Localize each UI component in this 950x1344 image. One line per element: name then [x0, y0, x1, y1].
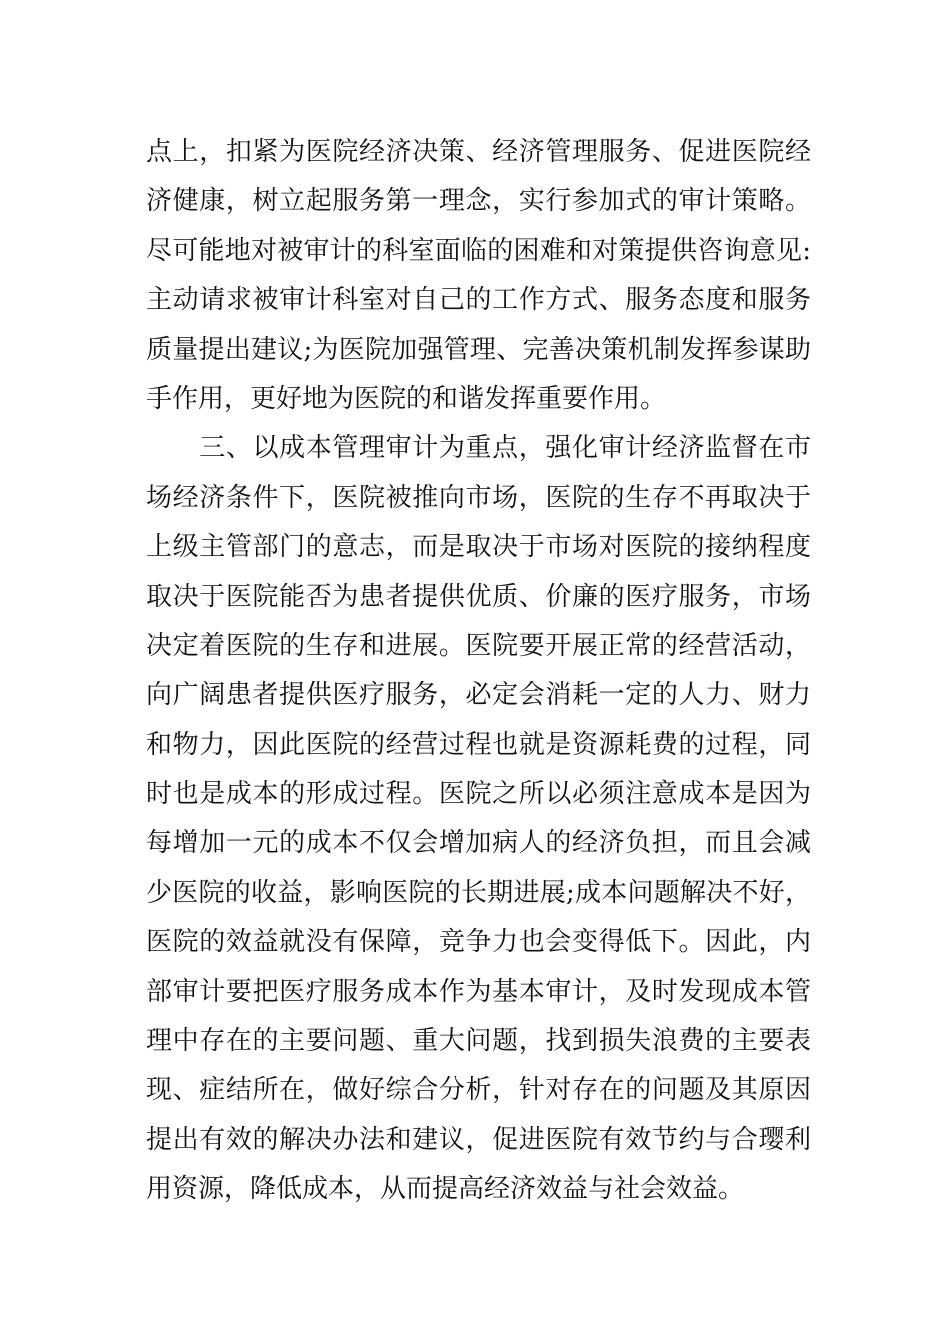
text-line: 主动请求被审计科室对自己的工作方式、服务态度和服务 — [146, 285, 811, 316]
text-line: 少医院的收益，影响医院的长期进展;成本问题解决不好， — [146, 877, 811, 908]
text-line: 场经济条件下，医院被推向市场，医院的生存不再取决于 — [146, 482, 811, 513]
text-line: 向广阔患者提供医疗服务，必定会消耗一定的人力、财力 — [146, 680, 811, 711]
body-text — [146, 128, 811, 1215]
text-line: 手作用，更好地为医院的和谐发挥重要作用。 — [146, 383, 667, 414]
text-line: 用资源，降低成本，从而提高经济效益与社会效益。 — [146, 1174, 745, 1205]
text-line: 尽可能地对被审计的科室面临的困难和对策提供咨询意见: — [146, 235, 811, 266]
text-line: 理中存在的主要问题、重大问题，找到损失浪费的主要表 — [146, 1026, 811, 1057]
text-line: 济健康，树立起服务第一理念，实行参加式的审计策略。 — [146, 186, 811, 217]
text-line: 三、以成本管理审计为重点，强化审计经济监督在市 — [146, 433, 811, 464]
text-line: 医院的效益就没有保障，竞争力也会变得低下。因此，内 — [146, 927, 811, 958]
text-line: 和物力，因此医院的经营过程也就是资源耗费的过程，同 — [146, 729, 811, 760]
text-line: 每增加一元的成本不仅会增加病人的经济负担，而且会减 — [146, 828, 811, 859]
text-line: 点上，扣紧为医院经济决策、经济管理服务、促进医院经 — [146, 137, 811, 167]
text-line: 质量提出建议;为医院加强管理、完善决策机制发挥参谋助 — [146, 334, 811, 365]
text-line: 上级主管部门的意志，而是取决于市场对医院的接纳程度 — [146, 532, 811, 563]
text-line: 决定着医院的生存和进展。医院要开展正常的经营活动， — [146, 630, 811, 661]
text-line: 部审计要把医疗服务成本作为基本审计，及时发现成本管 — [146, 976, 811, 1007]
text-line: 现、症结所在，做好综合分析，针对存在的问题及其原因 — [146, 1075, 811, 1106]
text-line: 时也是成本的形成过程。医院之所以必须注意成本是因为 — [146, 779, 811, 810]
text-line: 提出有效的解决办法和建议，促进医院有效节约与合璎利 — [146, 1124, 811, 1155]
text-line: 取决于医院能否为患者提供优质、价廉的医疗服务，市场 — [146, 581, 811, 612]
